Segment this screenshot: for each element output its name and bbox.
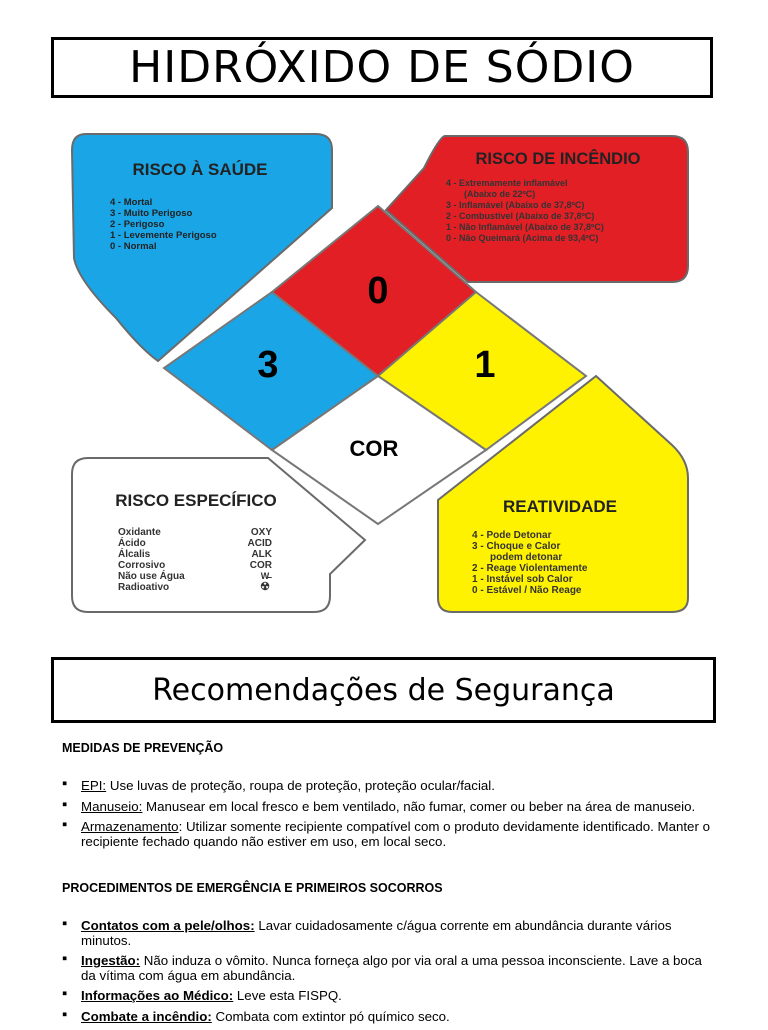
- bullet-icon: ▪: [62, 985, 68, 1002]
- specific-label: Não use Água: [118, 571, 185, 582]
- radioactive-icon: ☢: [260, 581, 270, 593]
- fire-line: 0 - Não Queimará (Acima de 93,4ºC): [446, 233, 599, 243]
- item-label: Contatos com a pele/olhos:: [81, 918, 255, 933]
- list-item: [62, 985, 712, 1004]
- reactivity-line: 2 - Reage Violentamente: [472, 563, 588, 574]
- reactivity-line: 0 - Estável / Não Reage: [472, 585, 582, 596]
- list-item: [62, 775, 712, 794]
- fire-line: 3 - Inflamável (Abaixo de 37,8ºC): [446, 200, 585, 210]
- specific-label: Radioativo: [118, 582, 170, 593]
- bullet-icon: ▪: [62, 816, 68, 833]
- recommendations-title: Recomendações de Segurança: [51, 657, 716, 723]
- health-value: 3: [257, 344, 279, 386]
- reactivity-line: 1 - Instável sob Calor: [472, 574, 573, 585]
- bullet-icon: ▪: [62, 915, 68, 932]
- specific-label: Corrosivo: [118, 560, 166, 571]
- reactivity-heading: REATIVIDADE: [503, 497, 617, 516]
- prevention-heading: MEDIDAS DE PREVENÇÃO: [62, 741, 224, 755]
- list-item: [62, 795, 712, 815]
- item-label: Combate a incêndio:: [81, 1008, 212, 1024]
- item-label: Manuseio:: [81, 798, 143, 814]
- emergency-heading: PROCEDIMENTOS DE EMERGÊNCIA E PRIMEIROS SOCORROS: [62, 881, 443, 895]
- list-item: [62, 915, 712, 948]
- specific-label: Oxidante: [118, 527, 161, 538]
- item-label: EPI:: [81, 778, 107, 793]
- item-label: Informações ao Médico:: [81, 988, 234, 1003]
- item-label: Ingestão:: [81, 953, 141, 968]
- reactivity-value: 1: [474, 344, 496, 386]
- list-item: [62, 950, 712, 983]
- item-text: Manusear em local fresco e bem ventilado, não fumar, comer ou beber na área de manuseio.: [142, 798, 696, 814]
- item-text: Combata com extintor pó químico seco.: [211, 1008, 450, 1024]
- specific-code: COR: [249, 560, 272, 571]
- item-text: Não induza o vômito. Nunca forneça algo por via oral a uma pessoa inconsciente. Lave a boca da vítima com água em abundância.: [81, 953, 702, 983]
- health-heading: RISCO À SAÚDE: [132, 160, 268, 179]
- health-line: 2 - Perigoso: [110, 219, 165, 230]
- fire-line: 4 - Extremamente inflamável: [446, 178, 568, 188]
- list-item: [62, 816, 712, 849]
- nfpa-hazard-diagram: [0, 120, 768, 630]
- specific-code: ALK: [251, 549, 272, 560]
- item-text: Use luvas de proteção, roupa de proteção, proteção ocular/facial.: [106, 778, 495, 793]
- specific-label: Álcalis: [118, 549, 151, 560]
- specific-code: OXY: [250, 527, 272, 538]
- bullet-icon: ▪: [62, 795, 68, 813]
- item-label: Armazenamento: [81, 819, 179, 834]
- reactivity-line: podem detonar: [490, 552, 563, 563]
- specific-heading: RISCO ESPECÍFICO: [115, 491, 277, 510]
- bullet-icon: ▪: [62, 950, 68, 967]
- health-line: 4 - Mortal: [110, 197, 153, 208]
- health-line: 1 - Levemente Perigoso: [110, 230, 217, 241]
- specific-label: Ácido: [118, 538, 146, 549]
- item-text: Lavar cuidadosamente c/água corrente em abundância durante vários minutos.: [81, 918, 672, 948]
- no-water-icon: W̶: [260, 571, 270, 581]
- flammability-value: 0: [367, 270, 389, 312]
- bullet-icon: ▪: [62, 1005, 68, 1023]
- bullet-icon: ▪: [62, 775, 68, 792]
- emergency-list: [62, 915, 712, 1030]
- reactivity-line: 4 - Pode Detonar: [472, 530, 552, 541]
- fire-line: (Abaixo de 22ºC): [464, 189, 536, 199]
- fire-line: 2 - Combustível (Abaixo de 37,8ºC): [446, 211, 595, 221]
- item-text: : Utilizar somente recipiente compatível com o produto devidamente identificado. Manter o recipiente fechado quando não estiver em uso, em local seco.: [81, 819, 710, 849]
- prevention-list: [62, 775, 712, 855]
- fire-heading: RISCO DE INCÊNDIO: [475, 150, 641, 168]
- specific-code: ACID: [247, 538, 272, 549]
- page-title: HIDRÓXIDO DE SÓDIO: [51, 37, 713, 98]
- list-item: [62, 1005, 712, 1025]
- health-line: 0 - Normal: [110, 241, 157, 252]
- specific-value: COR: [349, 436, 399, 461]
- item-text: Leve esta FISPQ.: [233, 988, 342, 1003]
- fire-line: 1 - Não Inflamável (Abaixo de 37,8ºC): [446, 222, 604, 232]
- health-line: 3 - Muito Perigoso: [110, 208, 193, 219]
- reactivity-line: 3 - Choque e Calor: [472, 541, 561, 552]
